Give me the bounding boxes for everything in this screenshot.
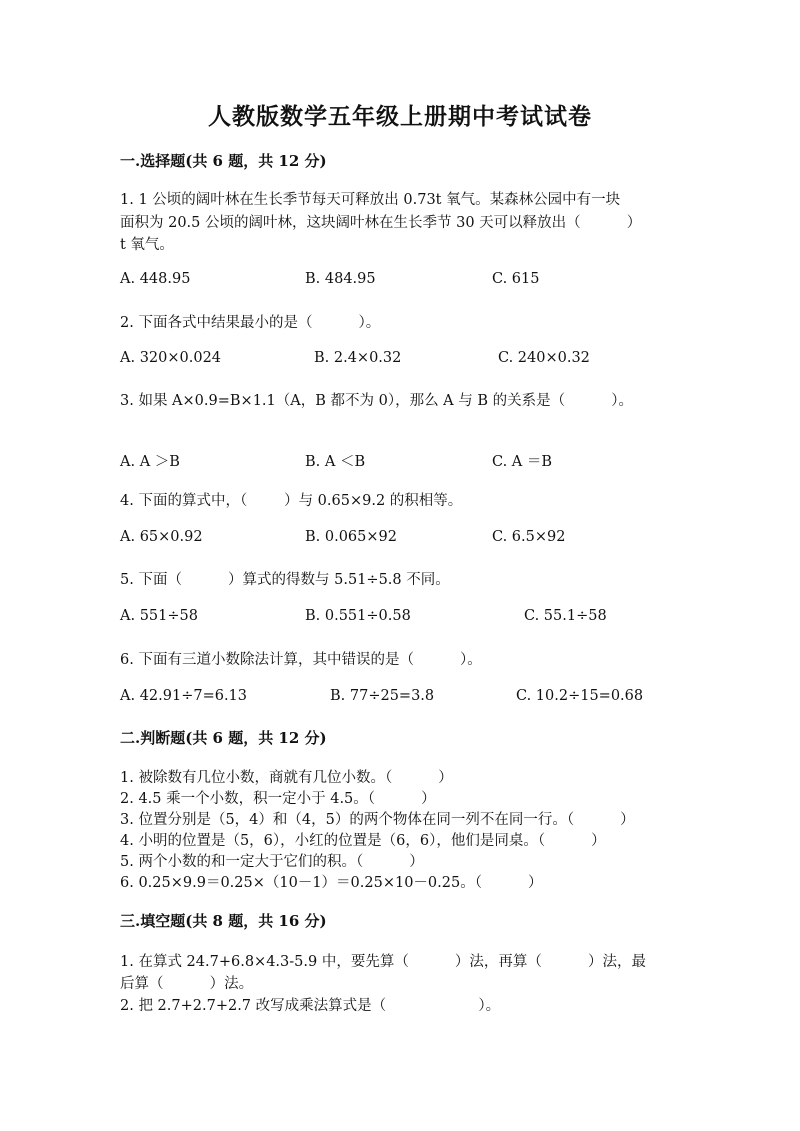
- question-2-option-c: C. 240×0.32: [498, 350, 590, 366]
- question-2-line-1: 2. 下面各式中结果最小的是（ ）。: [120, 315, 381, 331]
- question-1-line-3: t 氧气。: [120, 237, 174, 253]
- question-2-option-a: A. 320×0.024: [120, 350, 222, 366]
- judgment-item-4: 4. 小明的位置是（5，6），小红的位置是（6，6），他们是同桌。（ ）: [120, 833, 606, 849]
- question-1-option-b: B. 484.95: [305, 271, 376, 287]
- question-5-option-c: C. 55.1÷58: [524, 608, 607, 624]
- fill-in-item-1-line-2: 后算（ ）法。: [120, 976, 254, 992]
- judgment-item-5: 5. 两个小数的和一定大于它们的积。（ ）: [120, 854, 424, 870]
- question-4-option-b: B. 0.065×92: [305, 529, 397, 545]
- question-5-option-b: B. 0.551÷0.58: [305, 608, 411, 624]
- section-heading-choice: 一.选择题(共 6 题，共 12 分): [120, 152, 327, 170]
- question-1-option-a: A. 448.95: [120, 271, 191, 287]
- page-title: 人教版数学五年级上册期中考试试卷: [208, 103, 592, 130]
- question-1-option-c: C. 615: [492, 271, 540, 287]
- question-4-option-c: C. 6.5×92: [492, 529, 566, 545]
- section-heading-fill-in: 三.填空题(共 8 题，共 16 分): [120, 912, 327, 930]
- fill-in-item-1-line-1: 1. 在算式 24.7+6.8×4.3-5.9 中，要先算（ ）法，再算（ ）法，最: [120, 954, 647, 970]
- question-1-line-1: 1. 1 公顷的阔叶林在生长季节每天可释放出 0.73t 氧气。某森林公园中有一块: [120, 192, 621, 208]
- question-3-option-b: B. A ＜B: [305, 454, 366, 470]
- question-4-line-1: 4. 下面的算式中，（ ）与 0.65×9.2 的积相等。: [120, 493, 463, 509]
- question-6-option-c: C. 10.2÷15=0.68: [516, 688, 644, 704]
- judgment-item-6: 6. 0.25×9.9＝0.25×（10－1）＝0.25×10－0.25。（ ）: [120, 875, 543, 891]
- question-6-line-1: 6. 下面有三道小数除法计算，其中错误的是（ ）。: [120, 652, 482, 668]
- question-1-line-2: 面积为 20.5 公顷的阔叶林，这块阔叶林在生长季节 30 天可以释放出（ ）: [120, 215, 642, 231]
- question-6-option-b: B. 77÷25=3.8: [330, 688, 435, 704]
- question-5-option-a: A. 551÷58: [120, 608, 198, 624]
- section-heading-judgment: 二.判断题(共 6 题，共 12 分): [120, 729, 327, 747]
- fill-in-item-2: 2. 把 2.7+2.7+2.7 改写成乘法算式是（ ）。: [120, 998, 501, 1014]
- question-6-option-a: A. 42.91÷7=6.13: [120, 688, 248, 704]
- question-3-option-c: C. A ＝B: [492, 454, 553, 470]
- question-3-option-a: A. A ＞B: [120, 454, 180, 470]
- question-3-line-1: 3. 如果 A×0.9=B×1.1（A，B 都不为 0），那么 A 与 B 的关系是（ ）。: [120, 393, 633, 409]
- question-4-option-a: A. 65×0.92: [120, 529, 203, 545]
- question-2-option-b: B. 2.4×0.32: [314, 350, 402, 366]
- judgment-item-1: 1. 被除数有几位小数，商就有几位小数。（ ）: [120, 770, 453, 786]
- question-5-line-1: 5. 下面（ ）算式的得数与 5.51÷5.8 不同。: [120, 572, 450, 588]
- judgment-item-2: 2. 4.5 乘一个小数，积一定小于 4.5。（ ）: [120, 791, 436, 807]
- judgment-item-3: 3. 位置分别是（5，4）和（4，5）的两个物体在同一列不在同一行。（ ）: [120, 812, 635, 828]
